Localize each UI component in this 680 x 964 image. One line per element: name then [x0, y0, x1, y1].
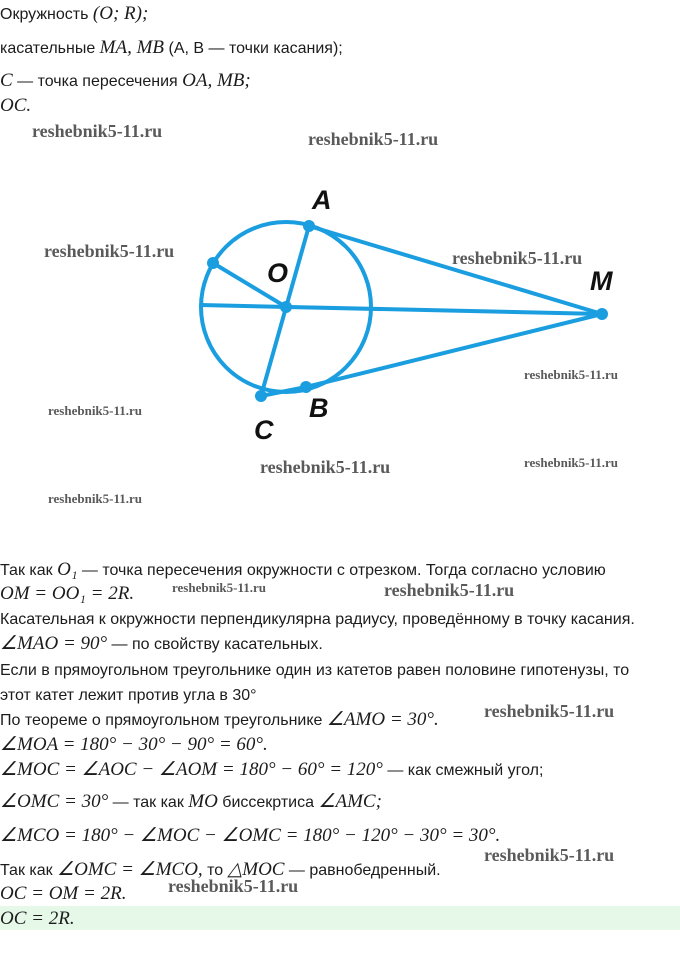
point-B: [300, 381, 312, 393]
point-A: [303, 220, 315, 232]
solution-math: ∠AMO = 30°.: [326, 709, 439, 730]
solution-math: ∠MCO = 180° − ∠MOC − ∠OMC = 180° − 120° − 30° = 30°.: [0, 825, 501, 846]
solution-line-10: [0, 792, 382, 813]
given-math: MA, MB: [99, 37, 165, 58]
solution-text: Так как: [0, 562, 58, 579]
solution-line-13: [0, 884, 126, 905]
watermark: reshebnik5-11.ru: [172, 580, 267, 595]
watermark: reshebnik5-11.ru: [32, 121, 163, 141]
watermark: reshebnik5-11.ru: [524, 455, 619, 470]
solution-text: биссекртиса: [217, 794, 319, 811]
solution-line-6: [0, 686, 257, 706]
solution-line-3: [0, 610, 635, 630]
line-through-center: [201, 305, 602, 314]
point-circle: [207, 257, 219, 269]
watermark: reshebnik5-11.ru: [384, 580, 515, 600]
solution-text: Касательная к окружности перпендикулярна радиусу, проведённому в точку касания.: [0, 611, 635, 628]
watermark: reshebnik5-11.ru: [524, 367, 619, 382]
watermark: reshebnik5-11.ru: [44, 241, 175, 261]
solution-math: ∠OMC = 30°: [0, 791, 109, 812]
solution-text: этот катет лежит против угла в 30°: [0, 687, 257, 704]
solution-line-11: [0, 826, 500, 847]
solution-line-2: [0, 584, 134, 605]
solution-math: OM = OO₁ = 2R.: [0, 583, 135, 604]
watermark: reshebnik5-11.ru: [260, 457, 391, 477]
solution-text: Если в прямоугольном треугольнике один из катетов равен половине гипотенузы, то: [0, 662, 630, 679]
solution-line-8: [0, 735, 268, 756]
given-math: (O; R);: [92, 3, 149, 24]
solution-math: ∠AMC;: [318, 791, 382, 812]
label-C: C: [254, 415, 274, 445]
solution-math: △MOC: [227, 859, 285, 880]
solution-text: — по свойству касательных.: [107, 636, 323, 653]
solution-line-12: [0, 860, 441, 881]
solution-text: Так как: [0, 862, 58, 879]
answer-math: OC = 2R.: [0, 908, 75, 929]
solution-text: — точка пересечения окружности с отрезком. Тогда согласно условию: [77, 562, 606, 579]
answer-line: [0, 909, 75, 930]
solution-math: ∠OMC = ∠MCO,: [57, 859, 203, 880]
solution-text: то: [202, 862, 228, 879]
point-M: [596, 308, 608, 320]
solution-math: ∠MOA = 180° − 30° − 90° = 60°.: [0, 734, 268, 755]
given-text: (A, B — точки касания);: [164, 40, 343, 57]
watermark: reshebnik5-11.ru: [484, 845, 615, 865]
solution-text: — как смежный угол;: [382, 762, 544, 779]
solution-line-9: [0, 760, 543, 781]
watermark: reshebnik5-11.ru: [168, 876, 299, 896]
solution-math: ∠MAO = 90°: [0, 633, 108, 654]
point-O: [280, 301, 292, 313]
solution-line-5: [0, 661, 629, 681]
tangent-MA: [309, 226, 602, 314]
solution-math: OC = OM = 2R.: [0, 883, 127, 904]
solution-line-1: [0, 560, 606, 581]
solution-math: MO: [188, 791, 218, 812]
answer-box: [0, 906, 680, 930]
solution-line-7: [0, 710, 439, 731]
label-B: B: [309, 393, 329, 423]
label-M: M: [590, 266, 613, 296]
point-C: [255, 390, 267, 402]
watermark: reshebnik5-11.ru: [48, 491, 143, 506]
watermark: reshebnik5-11.ru: [452, 248, 583, 268]
solution-text: По теореме о прямоугольном треугольнике: [0, 712, 327, 729]
find-math: OC.: [0, 95, 32, 116]
given-text: — точка пересечения: [12, 73, 183, 90]
watermark: reshebnik5-11.ru: [308, 129, 439, 149]
label-O: O: [267, 258, 289, 288]
solution-line-4: [0, 634, 323, 655]
given-math: C: [0, 70, 13, 91]
watermark: reshebnik5-11.ru: [484, 701, 615, 721]
given-text: касательные: [0, 40, 100, 57]
solution-math: ∠MOC = ∠AOC − ∠AOM = 180° − 60° = 120°: [0, 759, 383, 780]
given-math: OA, MB;: [182, 70, 251, 91]
given-text: Окружность: [0, 6, 93, 23]
solution-text: — равнобедренный.: [284, 862, 441, 879]
solution-math: O₁: [57, 559, 78, 580]
label-A: A: [312, 185, 332, 215]
solution-text: — так как: [108, 794, 189, 811]
watermark: reshebnik5-11.ru: [48, 403, 143, 418]
